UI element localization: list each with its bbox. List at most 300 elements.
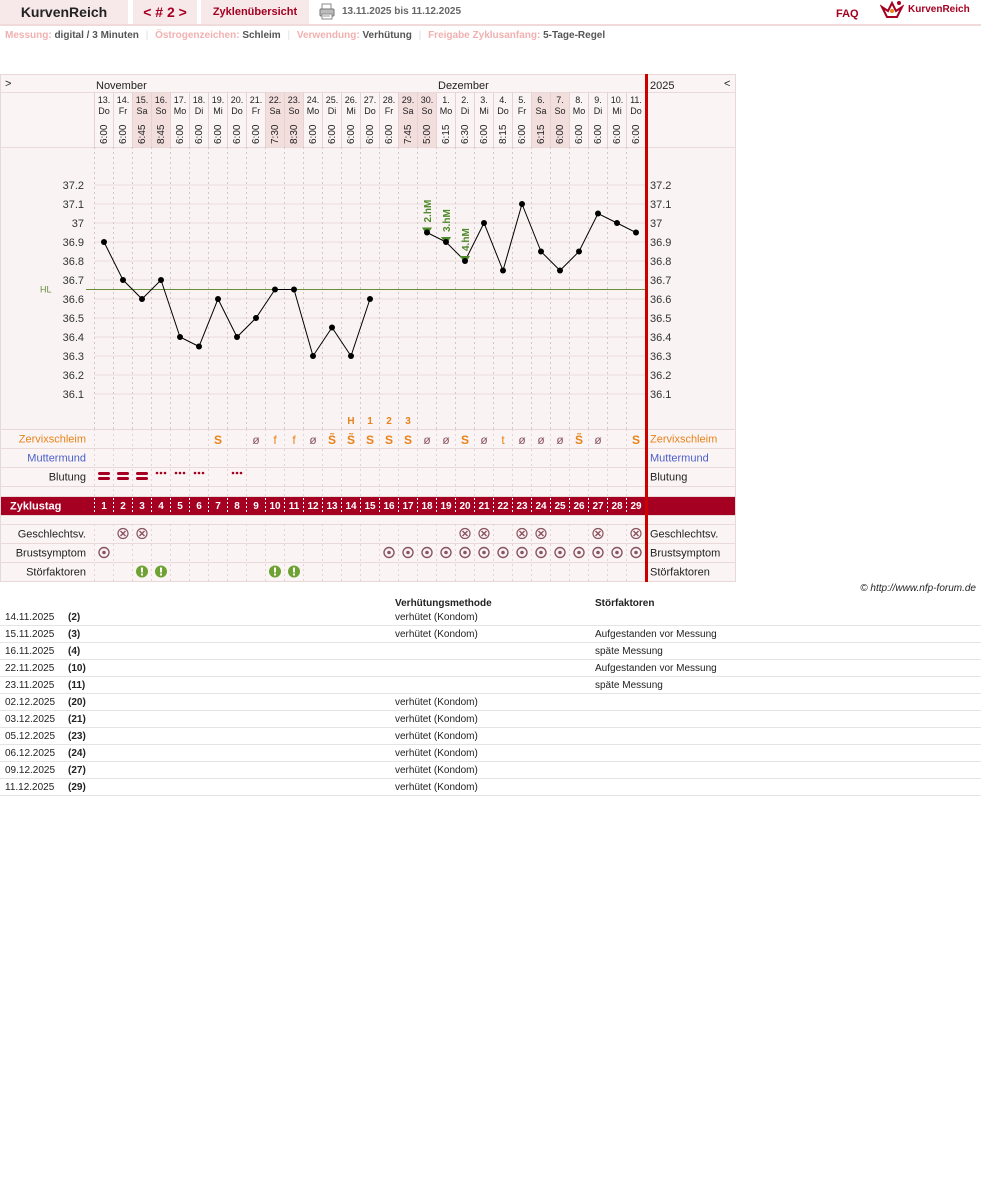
note-day: (29)	[68, 782, 86, 793]
mucus-symbol: S	[460, 433, 470, 447]
measurement-time: 6:00	[612, 124, 623, 144]
mucus-symbol: S̃	[346, 433, 356, 447]
temperature-point	[367, 296, 373, 302]
note-method: verhütet (Kondom)	[395, 765, 478, 776]
mucus-symbol: S	[631, 433, 641, 447]
bleeding-strong-mark	[98, 477, 110, 480]
temperature-point	[253, 315, 259, 321]
date-range: 13.11.2025 bis 11.12.2025	[342, 6, 461, 17]
cycle-day-number: 9	[253, 501, 259, 512]
crown-logo-icon	[880, 0, 904, 20]
y-tick-label-right: 36.4	[650, 332, 672, 344]
y-tick-label-left: 37	[71, 218, 84, 230]
weekday: Sa	[535, 106, 547, 116]
cycle-day-number: 16	[383, 501, 395, 512]
day-number: 9.	[594, 95, 602, 105]
measurement-time: 6:00	[327, 124, 338, 144]
measurement-time: 6:00	[517, 124, 528, 144]
measurement-time: 8:30	[289, 124, 300, 144]
temperature-point	[614, 220, 620, 226]
note-date: 03.12.2025	[5, 714, 56, 725]
y-tick-label-left: 36.8	[62, 256, 84, 268]
top-bar	[0, 0, 981, 26]
mucus-symbol: f	[292, 433, 296, 447]
temperature-point	[348, 353, 354, 359]
weekday: Mo	[439, 106, 453, 116]
temperature-point	[291, 287, 297, 293]
peak-count-label: 3	[405, 416, 411, 427]
row-label-right: Geschlechtsv.	[650, 528, 719, 541]
day-number: 7.	[556, 95, 564, 105]
measurement-time: 6:00	[346, 124, 357, 144]
temperature-point	[310, 353, 316, 359]
note-disturb: Aufgestanden vor Messung	[595, 629, 717, 640]
y-tick-label-right: 36.9	[650, 237, 672, 249]
note-day: (24)	[68, 748, 86, 759]
disturbance-icon	[274, 574, 276, 576]
mucus-symbol: S	[384, 433, 394, 447]
measurement-time: 6:00	[308, 124, 319, 144]
day-number: 10.	[610, 95, 624, 105]
day-number: 3.	[480, 95, 488, 105]
day-number: 14.	[116, 95, 130, 105]
app-title[interactable]: KurvenReich	[0, 0, 128, 24]
cycle-day-number: 27	[592, 501, 604, 512]
note-method: verhütet (Kondom)	[395, 697, 478, 708]
row-label-right: Brustsymptom	[650, 547, 721, 560]
cycle-day-number: 26	[573, 501, 585, 512]
logo-text: KurvenReich	[908, 4, 970, 15]
mucus-symbol: ø	[556, 433, 564, 447]
disturbance-icon	[141, 574, 143, 576]
temperature-point	[272, 287, 278, 293]
bleeding-spotting-mark	[156, 472, 159, 475]
note-day: (11)	[68, 680, 86, 691]
cycle-day-number: 3	[139, 501, 145, 512]
disturbance-icon	[274, 568, 276, 573]
usage-label: Verwendung:	[296, 30, 360, 41]
y-tick-label-left: 36.9	[62, 237, 84, 249]
breast-symptom-icon	[482, 551, 486, 555]
cycle-navigation[interactable]: < # 2 >	[133, 0, 197, 24]
temperature-point	[519, 201, 525, 207]
note-date: 14.11.2025	[5, 612, 55, 623]
disturbance-icon	[293, 568, 295, 573]
note-day: (2)	[68, 612, 81, 623]
breast-symptom-icon	[634, 551, 638, 555]
temperature-point	[158, 277, 164, 283]
row-label-right: Störfaktoren	[650, 566, 710, 579]
weekday: Do	[497, 106, 509, 116]
y-tick-label-right: 36.1	[650, 389, 672, 401]
cycle-chart	[0, 74, 736, 582]
chart-next-arrow: <	[724, 78, 731, 90]
temperature-point	[595, 211, 601, 217]
y-tick-label-left: 36.7	[62, 275, 84, 287]
peak-count-label: 1	[367, 416, 373, 427]
cycle-day-number: 23	[516, 501, 528, 512]
cycle-day-number: 2	[120, 501, 126, 512]
cycle-day-number: 25	[554, 501, 566, 512]
estrogen-sign-value: Schleim	[242, 30, 281, 41]
day-number: 30.	[420, 95, 434, 105]
bleeding-spotting-mark	[232, 472, 235, 475]
note-date: 15.11.2025	[5, 629, 55, 640]
printer-icon[interactable]	[319, 3, 335, 20]
note-method: verhütet (Kondom)	[395, 782, 478, 793]
note-date: 11.12.2025	[5, 782, 55, 793]
breast-symptom-icon	[406, 551, 410, 555]
breast-symptom-icon	[577, 551, 581, 555]
measurement-time: 6:45	[137, 124, 148, 144]
day-number: 24.	[306, 95, 320, 105]
temperature-point	[120, 277, 126, 283]
cycle-day-number: 12	[307, 501, 319, 512]
weekday: Di	[194, 106, 204, 116]
mucus-symbol: t	[501, 433, 505, 447]
table-row	[0, 660, 981, 677]
measurement-time: 5:00	[422, 124, 433, 144]
cycle-day-number: 10	[269, 501, 281, 512]
weekday: Sa	[269, 106, 281, 116]
table-row	[0, 779, 981, 796]
day-number: 13.	[97, 95, 111, 105]
bleeding-strong-mark	[117, 472, 129, 475]
y-tick-label-right: 37.1	[650, 199, 672, 211]
table-row	[0, 677, 981, 694]
y-tick-label-left: 37.2	[62, 180, 84, 192]
bleeding-spotting-mark	[175, 472, 178, 475]
temperature-point	[557, 268, 563, 274]
settings-info-bar: Messung: digital / 3 Minuten | Östrogenzeichen: Schleim | Verwendung: Verhütung | Freigabe Zyklusanfang: 5-Tage-Regel	[5, 30, 606, 41]
note-date: 16.11.2025	[5, 646, 55, 657]
weekday: Do	[630, 106, 642, 116]
faq-link[interactable]: FAQ	[836, 8, 859, 20]
measurement-time: 6:00	[593, 124, 604, 144]
day-number: 16.	[154, 95, 168, 105]
bleeding-strong-mark	[136, 472, 148, 475]
note-method: verhütet (Kondom)	[395, 748, 478, 759]
day-number: 2.	[461, 95, 469, 105]
weekday: Do	[364, 106, 376, 116]
mucus-symbol: ø	[423, 433, 431, 447]
note-method: verhütet (Kondom)	[395, 731, 478, 742]
bleeding-spotting-mark	[240, 472, 243, 475]
cycle-day-number: 5	[177, 501, 183, 512]
peak-count-label: H	[347, 416, 355, 427]
measurement-time: 6:00	[251, 124, 262, 144]
measurement-time: 6:00	[99, 124, 110, 144]
table-row	[0, 643, 981, 660]
cycle-day-number: 19	[440, 501, 452, 512]
temperature-point	[481, 220, 487, 226]
measurement-time: 6:00	[555, 124, 566, 144]
usage-value: Verhütung	[362, 30, 412, 41]
weekday: Mo	[173, 106, 187, 116]
cycle-day-number: 7	[215, 501, 221, 512]
measurement-time: 6:00	[175, 124, 186, 144]
mucus-symbol: S	[213, 433, 223, 447]
cycle-day-number: 6	[196, 501, 202, 512]
y-tick-label-right: 37	[650, 218, 663, 230]
note-day: (3)	[68, 629, 81, 640]
y-tick-label-left: 36.6	[62, 294, 84, 306]
mucus-symbol: S	[365, 433, 375, 447]
day-number: 25.	[325, 95, 339, 105]
breast-symptom-icon	[558, 551, 562, 555]
temperature-point	[633, 230, 639, 236]
row-label-left: Geschlechtsv.	[17, 528, 86, 541]
cycle-day-number: 29	[630, 501, 642, 512]
y-tick-label-right: 36.8	[650, 256, 672, 268]
mucus-symbol: ø	[518, 433, 526, 447]
note-disturb: späte Messung	[595, 680, 663, 691]
month-label-november: November	[96, 80, 147, 92]
note-date: 05.12.2025	[5, 731, 56, 742]
y-tick-label-right: 37.2	[650, 180, 672, 192]
bleeding-spotting-mark	[198, 472, 201, 475]
note-day: (4)	[68, 646, 81, 657]
weekday: Di	[593, 106, 603, 116]
weekday: Mi	[346, 106, 356, 116]
measurement-time: 7:30	[270, 124, 281, 144]
y-tick-label-left: 36.4	[62, 332, 84, 344]
logo[interactable]	[880, 0, 981, 20]
day-number: 15.	[135, 95, 149, 105]
table-row	[0, 728, 981, 745]
weekday: Mi	[213, 106, 223, 116]
bleeding-spotting-mark	[236, 472, 239, 475]
bleeding-spotting-mark	[202, 472, 205, 475]
mucus-symbol: ø	[442, 433, 450, 447]
measurement-time: 6:00	[384, 124, 395, 144]
note-disturb: späte Messung	[595, 646, 663, 657]
breast-symptom-icon	[425, 551, 429, 555]
breast-symptom-icon	[520, 551, 524, 555]
cycle-day-number: 4	[158, 501, 164, 512]
temperature-point	[101, 239, 107, 245]
table-row	[0, 745, 981, 762]
row-label-left: Blutung	[48, 471, 86, 484]
day-number: 17.	[173, 95, 187, 105]
weekday: Sa	[136, 106, 148, 116]
mucus-symbol: ø	[309, 433, 317, 447]
y-tick-label-left: 37.1	[62, 199, 84, 211]
cycle-start-rule-label: Freigabe Zyklusanfang:	[428, 30, 541, 41]
note-disturb: Aufgestanden vor Messung	[595, 663, 717, 674]
y-tick-label-left: 36.1	[62, 389, 84, 401]
cycle-day-number: 21	[478, 501, 490, 512]
measurement-time: 6:15	[441, 124, 452, 144]
measurement-time: 6:30	[460, 124, 471, 144]
breast-symptom-icon	[596, 551, 600, 555]
cycle-day-number: 14	[345, 501, 357, 512]
measurement-time: 8:45	[156, 124, 167, 144]
bleeding-spotting-mark	[179, 472, 182, 475]
mucus-symbol: ø	[480, 433, 488, 447]
day-number: 23.	[287, 95, 301, 105]
mucus-symbol: ø	[537, 433, 545, 447]
measurement-time: 6:00	[479, 124, 490, 144]
table-row	[0, 694, 981, 711]
year-label: 2025	[650, 80, 675, 92]
mucus-symbol: S	[403, 433, 413, 447]
temperature-point	[196, 344, 202, 350]
measurement-time: 6:15	[536, 124, 547, 144]
weekday: Di	[460, 106, 470, 116]
cycle-day-number: 22	[497, 501, 509, 512]
breast-symptom-icon	[539, 551, 543, 555]
day-number: 29.	[401, 95, 415, 105]
note-method: verhütet (Kondom)	[395, 629, 478, 640]
cycle-day-number: 17	[402, 501, 414, 512]
table-row	[0, 711, 981, 728]
weekday: Mo	[572, 106, 586, 116]
weekday: Sa	[402, 106, 414, 116]
day-number: 22.	[268, 95, 282, 105]
cycle-day-number: 13	[326, 501, 338, 512]
weekday: Fr	[517, 106, 527, 116]
weekday: Fr	[384, 106, 394, 116]
note-date: 06.12.2025	[5, 748, 56, 759]
estrogen-sign-label: Östrogenzeichen:	[155, 30, 240, 41]
higher-measurement-label: 3.hM	[442, 209, 453, 232]
cycle-day-number: 1	[101, 501, 107, 512]
weekday: Mi	[612, 106, 622, 116]
weekday: So	[554, 106, 566, 116]
hl-label: HL	[40, 284, 52, 295]
day-number: 6.	[537, 95, 545, 105]
table-row	[0, 626, 981, 643]
temperature-point	[215, 296, 221, 302]
table-row	[0, 609, 981, 626]
row-label-right: Blutung	[650, 471, 688, 484]
measurement-time: 8:15	[498, 124, 509, 144]
method-column-header: Verhütungsmethode	[395, 598, 492, 609]
measurement-time: 6:00	[365, 124, 376, 144]
cycle-day-number: 20	[459, 501, 471, 512]
y-tick-label-left: 36.5	[62, 313, 84, 325]
temperature-point	[329, 325, 335, 331]
day-number: 26.	[344, 95, 358, 105]
bleeding-spotting-mark	[183, 472, 186, 475]
breast-symptom-icon	[444, 551, 448, 555]
weekday: Do	[231, 106, 243, 116]
disturbance-icon	[141, 568, 143, 573]
day-number: 27.	[363, 95, 377, 105]
weekday: Mi	[479, 106, 489, 116]
day-number: 5.	[518, 95, 526, 105]
note-day: (21)	[68, 714, 86, 725]
note-method: verhütet (Kondom)	[395, 612, 478, 623]
cycle-day-number: 24	[535, 501, 547, 512]
day-number: 1.	[442, 95, 450, 105]
copyright[interactable]: © http://www.nfp-forum.de	[860, 583, 976, 594]
bleeding-spotting-mark	[194, 472, 197, 475]
disturbance-column-header: Störfaktoren	[595, 598, 655, 609]
temperature-point	[576, 249, 582, 255]
y-tick-label-right: 36.6	[650, 294, 672, 306]
measurement-time: 6:00	[574, 124, 585, 144]
note-day: (20)	[68, 697, 86, 708]
day-number: 19.	[211, 95, 225, 105]
breast-symptom-icon	[463, 551, 467, 555]
temperature-point	[500, 268, 506, 274]
disturbance-icon	[293, 574, 295, 576]
y-tick-label-right: 36.5	[650, 313, 672, 325]
bleeding-spotting-mark	[160, 472, 163, 475]
note-date: 09.12.2025	[5, 765, 56, 776]
temperature-point	[177, 334, 183, 340]
y-tick-label-right: 36.3	[650, 351, 672, 363]
mucus-symbol: ø	[594, 433, 602, 447]
weekday: Di	[327, 106, 337, 116]
cycle-overview-link[interactable]: Zyklenübersicht	[201, 0, 309, 24]
cycle-day-number: 8	[234, 501, 240, 512]
cycle-day-number: 18	[421, 501, 433, 512]
y-tick-label-left: 36.2	[62, 370, 84, 382]
y-tick-label-left: 36.3	[62, 351, 84, 363]
day-number: 4.	[499, 95, 507, 105]
cycle-start-rule-value: 5-Tage-Regel	[543, 30, 606, 41]
mucus-symbol: S̃	[574, 433, 584, 447]
higher-measurement-label: 4.hM	[461, 228, 472, 251]
cycle-day-number: 15	[364, 501, 376, 512]
breast-symptom-icon	[501, 551, 505, 555]
month-label-december: Dezember	[438, 80, 489, 92]
note-day: (23)	[68, 731, 86, 742]
temperature-point	[538, 249, 544, 255]
temperature-point	[443, 239, 449, 245]
weekday: So	[421, 106, 433, 116]
row-label-right: Muttermund	[650, 452, 709, 465]
measurement-time: 6:00	[194, 124, 205, 144]
note-date: 22.11.2025	[5, 663, 55, 674]
measurement-time: 6:00	[232, 124, 243, 144]
weekday: So	[288, 106, 300, 116]
row-label-left: Brustsymptom	[15, 547, 86, 560]
table-row	[0, 762, 981, 779]
weekday: Fr	[118, 106, 128, 116]
temperature-area	[0, 147, 736, 429]
bleeding-strong-mark	[117, 477, 129, 480]
row-label-left: Störfaktoren	[26, 566, 86, 579]
breast-symptom-icon	[387, 551, 391, 555]
y-tick-label-right: 36.2	[650, 370, 672, 382]
peak-count-label: 2	[386, 416, 392, 427]
measurement-time: 6:00	[631, 124, 642, 144]
weekday: Mo	[306, 106, 320, 116]
mucus-symbol: f	[273, 433, 277, 447]
mucus-symbol: ø	[252, 433, 260, 447]
measurement-label: Messung:	[5, 30, 52, 41]
cycle-day-row-label: Zyklustag	[10, 500, 62, 513]
note-method: verhütet (Kondom)	[395, 714, 478, 725]
temperature-point	[462, 258, 468, 264]
chart-prev-arrow: >	[5, 78, 12, 90]
day-number: 20.	[230, 95, 244, 105]
weekday: Do	[98, 106, 110, 116]
bleeding-strong-mark	[136, 477, 148, 480]
temperature-point	[139, 296, 145, 302]
higher-measurement-label: 2.hM	[423, 199, 434, 223]
measurement-time: 6:00	[118, 124, 129, 144]
measurement-time: 7:45	[403, 124, 414, 144]
row-label-left: Muttermund	[27, 452, 86, 465]
temperature-point	[424, 230, 430, 236]
row-label-right: Zervixschleim	[650, 433, 718, 446]
measurement-time: 6:00	[213, 124, 224, 144]
